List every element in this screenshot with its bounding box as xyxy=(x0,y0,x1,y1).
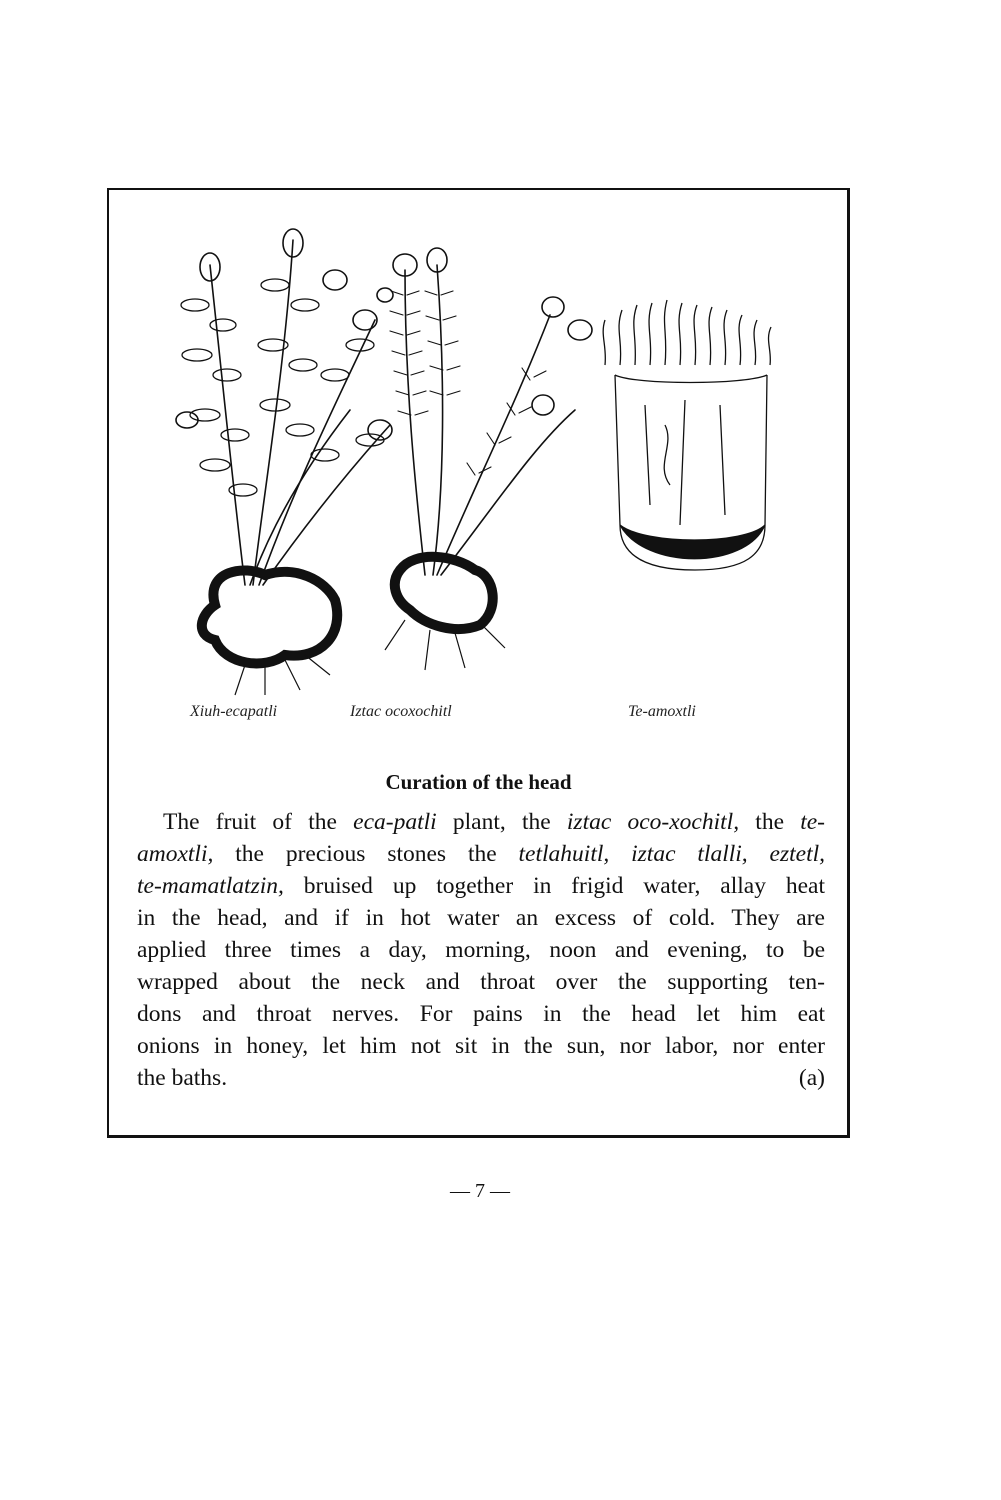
plant-illustration xyxy=(175,225,795,705)
body-paragraph xyxy=(137,806,825,1094)
page-number: — 7 — xyxy=(450,1180,510,1202)
paragraph-line: wrapped about the neck and throat over the supporting ten- xyxy=(137,969,825,995)
paragraph-line: The fruit of the eca-patli plant, the iztac oco-xochitl, the te- xyxy=(163,809,826,835)
paragraph-line: dons and throat nerves. For pains in the head let him eat xyxy=(137,1001,825,1027)
caption-iztac-ocoxochitl: Iztac ocoxochitl xyxy=(350,703,452,720)
paragraph-line: te-mamatlatzin, bruised up together in frigid water, allay heat xyxy=(137,873,825,899)
paragraph-line: in the head, and if in hot water an excess of cold. They are xyxy=(137,905,825,931)
paragraph-line: onions in honey, let him not sit in the sun, nor labor, nor enter xyxy=(137,1033,825,1059)
footnote-tag: (a) xyxy=(798,1065,825,1091)
section-heading: Curation of the head xyxy=(385,770,572,794)
paragraph-line: the baths. (a) xyxy=(137,1062,825,1094)
caption-te-amoxtli: Te-amoxtli xyxy=(628,703,696,720)
paragraph-line: applied three times a day, morning, noon and evening, to be xyxy=(137,937,825,963)
paragraph-line: amoxtli, the precious stones the tetlahuitl, iztac tlalli, eztetl, xyxy=(137,841,826,867)
caption-xiuh-ecapatli: Xiuh-ecapatli xyxy=(190,703,278,720)
